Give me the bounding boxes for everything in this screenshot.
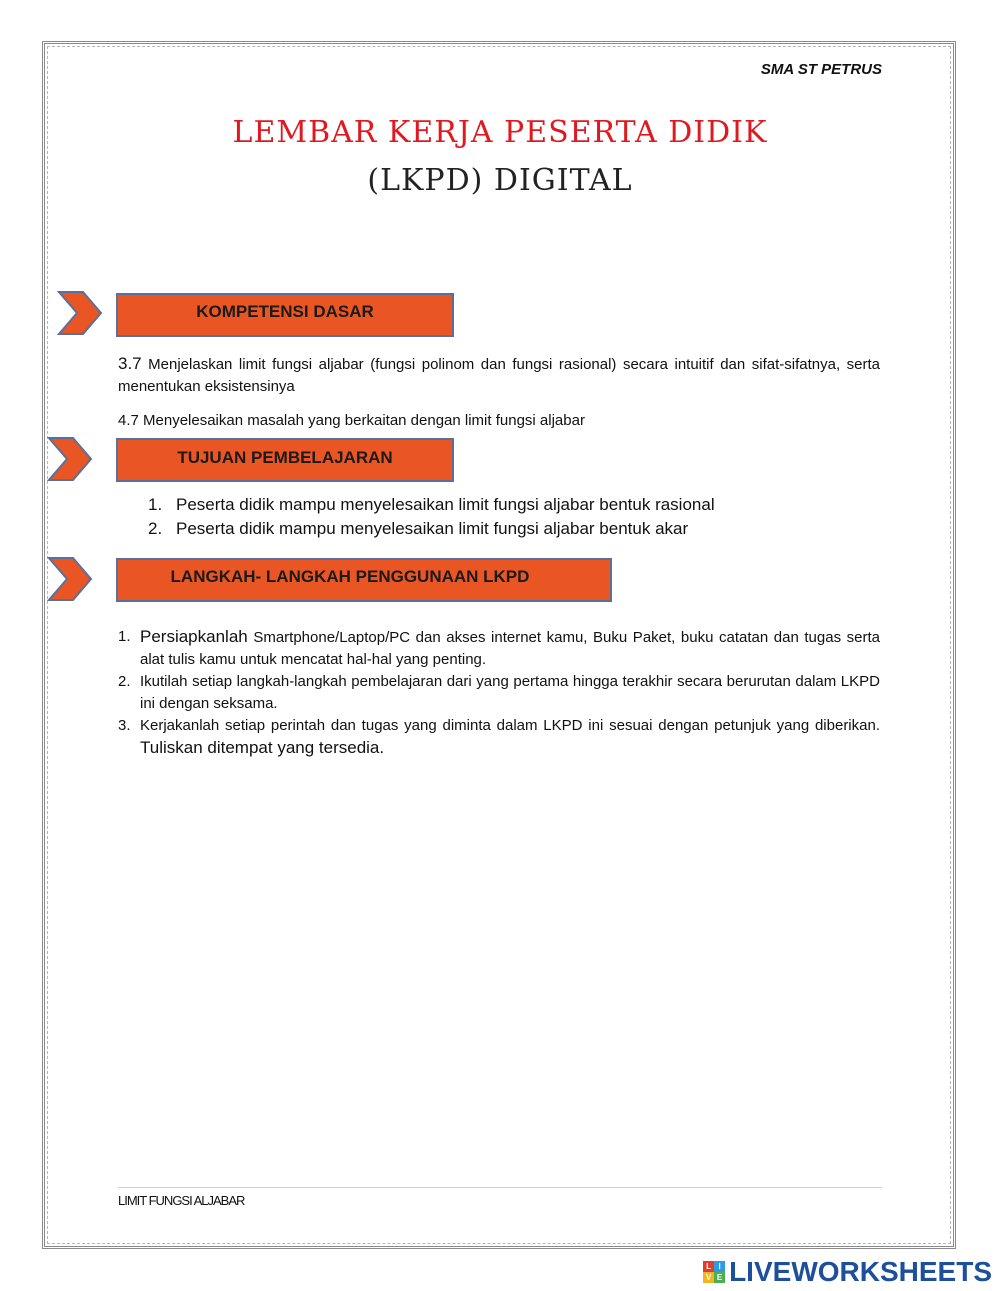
list-item: 2. Ikutilah setiap langkah-langkah pembelajaran dari yang pertama hingga terakhir secara berurutan dalam LKPD ini dengan seksama. [118, 673, 880, 712]
kd-2: 4.7 Menyelesaikan masalah yang berkaitan dengan limit fungsi aljabar [118, 412, 585, 429]
footer-text: LIMIT FUNGSI ALJABAR [118, 1193, 245, 1208]
tujuan-list [148, 493, 880, 541]
kd-1-text: Menjelaskan limit fungsi aljabar (fungsi polinom dan fungsi rasional) secara intuitif dan sifat-sifatnya, serta menentukan eksistensinya [118, 356, 880, 395]
liveworksheets-logo [703, 1256, 992, 1288]
section-kompetensi-label: KOMPETENSI DASAR [196, 302, 374, 321]
school-name: SMA ST PETRUS [760, 61, 882, 78]
title-line-2: (LKPD) DIGITAL [367, 163, 633, 198]
section-kompetensi-dasar [116, 293, 454, 337]
kd-1 [118, 353, 880, 398]
list-item: 1. Persiapkanlah Smartphone/Laptop/PC dan akses internet kamu, Buku Paket, buku catatan dan tugas serta alat tulis kamu untuk mencatat hal-hal yang penting. [118, 627, 880, 668]
chevron-right-icon [57, 290, 103, 336]
chevron-right-icon [47, 436, 93, 482]
kd-1-number: 3.7 [118, 354, 142, 373]
title-line-1: LEMBAR KERJA PESERTA DIDIK [232, 115, 768, 150]
section-langkah-label: LANGKAH- LANGKAH PENGGUNAAN LKPD [170, 567, 530, 586]
section-langkah-penggunaan [116, 558, 612, 602]
section-tujuan-pembelajaran [116, 438, 454, 482]
langkah-list [118, 626, 880, 760]
list-item: 3. Kerjakanlah setiap perintah dan tugas yang diminta dalam LKPD ini sesuai dengan petunjuk yang diberikan. Tuliskan ditempat yang tersedia. [118, 717, 880, 757]
section-tujuan-label: TUJUAN PEMBELAJARAN [177, 448, 393, 467]
list-item: 1. Peserta didik mampu menyelesaikan limit fungsi aljabar bentuk rasional [148, 495, 715, 514]
footer-divider [118, 1187, 882, 1188]
logo-icon: L I V E [703, 1261, 725, 1283]
logo-text: LIVEWORKSHEETS [729, 1256, 992, 1287]
list-item: 2. Peserta didik mampu menyelesaikan limit fungsi aljabar bentuk akar [148, 519, 689, 538]
chevron-right-icon [47, 556, 93, 602]
